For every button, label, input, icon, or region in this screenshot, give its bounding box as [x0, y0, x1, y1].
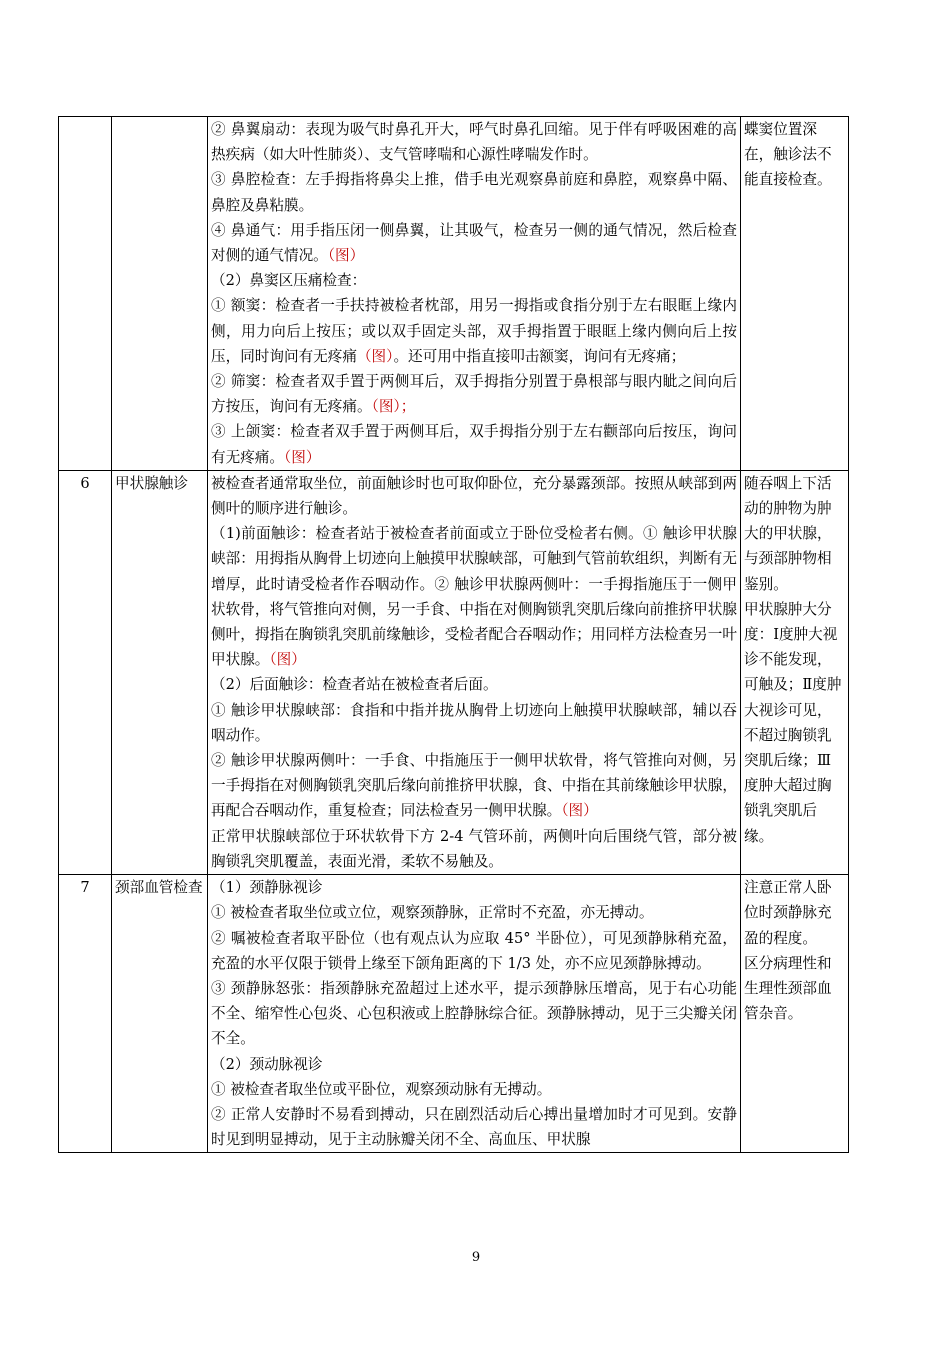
exam-item: 颈部血管检查 — [112, 875, 208, 1153]
method-paragraph — [211, 1102, 737, 1152]
method-paragraph — [211, 471, 737, 521]
paragraph-text: ② 鼻翼扇动：表现为吸气时鼻孔开大，呼气时鼻孔回缩。见于伴有呼吸困难的高热疾病（如大叶性肺炎）、支气管哮喘和心源性哮喘发作时。 — [211, 121, 737, 164]
method-paragraph — [211, 976, 737, 1052]
method-paragraph — [211, 1077, 737, 1102]
method-paragraph — [211, 117, 737, 167]
method-paragraph — [211, 521, 737, 672]
table-row — [59, 117, 849, 471]
paragraph-text: （2）颈动脉视诊 — [211, 1055, 323, 1073]
paragraph-text: ③ 鼻腔检查：左手拇指将鼻尖上推，借手电光观察鼻前庭和鼻腔，观察鼻中隔、鼻腔及鼻粘膜。 — [211, 171, 737, 214]
note-paragraph: 甲状腺肿大分度：Ⅰ度肿大视诊不能发现，可触及；Ⅱ度肿大视诊可见，不超过胸锁乳突肌后缘；Ⅲ度肿大超过胸锁乳突肌后缘。 — [744, 600, 842, 845]
paragraph-text: ① 额窦：检查者一手扶持被检者枕部，用另一拇指或食指分别于左右眼眶上缘内侧，用力向后上按压；或以双手固定头部，双手拇指置于眼眶上缘内侧向后上按压，同时询问有无疼痛 — [211, 297, 737, 365]
method-paragraph — [211, 419, 737, 469]
exam-note — [741, 875, 849, 1153]
paragraph-text: （2）后面触诊：检查者站在被检查者后面。 — [211, 676, 498, 694]
paragraph-text: ③ 颈静脉怒张：指颈静脉充盈超过上述水平，提示颈静脉压增高，见于右心功能不全、缩窄性心包炎、心包积液或上腔静脉综合征。颈静脉搏动，见于三尖瓣关闭不全。 — [211, 979, 737, 1048]
method-paragraph — [211, 268, 737, 293]
note-paragraph: 注意正常人卧位时颈静脉充盈的程度。 — [744, 879, 832, 947]
method-paragraph — [211, 698, 737, 748]
row-number: 7 — [59, 875, 112, 1153]
figure-ref-link[interactable]: （图） — [327, 247, 365, 265]
figure-ref-link[interactable]: （图） — [269, 651, 306, 669]
exam-method — [208, 117, 741, 471]
method-paragraph — [211, 369, 737, 419]
paragraph-text: ③ 上颌窦：检查者双手置于两侧耳后，双手拇指分别于左右颧部向后按压，询问有无疼痛。 — [211, 423, 737, 466]
paragraph-text: （1）颈静脉视诊 — [211, 879, 323, 897]
paragraph-tail: 。还可用中指直接叩击额窦，询问有无疼痛； — [393, 347, 686, 365]
paragraph-text: 被检查者通常取坐位，前面触诊时也可取仰卧位，充分暴露颈部。按照从峡部到两侧叶的顺序进行触诊。 — [211, 474, 737, 518]
paragraph-text: ② 筛窦：检查者双手置于两侧耳后，双手拇指分别置于鼻根部与眼内眦之间向后方按压，询问有无疼痛。 — [211, 373, 737, 416]
exam-method — [208, 470, 741, 874]
figure-ref-link[interactable]: （图） — [561, 802, 598, 820]
page-number: 9 — [471, 1250, 481, 1265]
exam-method — [208, 875, 741, 1153]
paragraph-text: （1)前面触诊：检查者站于被检查者前面或立于卧位受检者右侧。① 触诊甲状腺峡部：用拇指从胸骨上切迹向上触摸甲状腺峡部，可触到气管前软组织，判断有无增厚，此时请受检者作吞咽动作。② 触诊甲状腺两侧叶：一手拇指施压于一侧甲状软骨，将气管推向对侧，另一手食、中指在对侧胸锁乳突肌后缘向前推挤甲状腺侧叶，拇指在胸锁乳突肌前缘触诊，受检者配合吞咽动作；用同样方法检查另一叶甲状腺。 — [211, 525, 737, 669]
figure-ref-link[interactable]: （图） — [356, 347, 394, 365]
method-paragraph — [211, 926, 737, 976]
method-paragraph — [211, 293, 737, 369]
method-paragraph — [211, 218, 737, 268]
method-paragraph — [211, 748, 737, 824]
method-paragraph — [211, 1052, 737, 1077]
figure-ref-link[interactable]: （图） — [283, 448, 321, 466]
method-paragraph — [211, 672, 737, 697]
paragraph-text: （2）鼻窦区压痛检查： — [211, 272, 367, 290]
exam-table — [58, 116, 849, 1153]
row-number — [59, 117, 112, 471]
table-row — [59, 470, 849, 874]
method-paragraph — [211, 900, 737, 925]
paragraph-text: ④ 鼻通气：用手指压闭一侧鼻翼，让其吸气，检查另一侧的通气情况，然后检查对侧的通气情况。 — [211, 221, 737, 265]
paragraph-text: 正常甲状腺峡部位于环状软骨下方 2-4 气管环前，两侧叶向后围绕气管，部分被胸锁乳突肌覆盖，表面光滑，柔软不易触及。 — [211, 827, 737, 870]
method-paragraph — [211, 824, 737, 874]
figure-ref-link[interactable]: （图）； — [371, 398, 416, 416]
table-row — [59, 875, 849, 1153]
paragraph-text: ② 正常人安静时不易看到搏动，只在剧烈活动后心搏出量增加时才可见到。安静时见到明显搏动，见于主动脉瓣关闭不全、高血压、甲状腺 — [211, 1105, 737, 1149]
row-number: 6 — [59, 470, 112, 874]
table-body — [59, 117, 849, 1153]
method-paragraph — [211, 167, 737, 217]
exam-note — [741, 117, 849, 471]
paragraph-text: ② 触诊甲状腺两侧叶：一手食、中指施压于一侧甲状软骨，将气管推向对侧，另一手拇指在对侧胸锁乳突肌后缘向前推挤甲状腺，食、中指在其前缘触诊甲状腺，再配合吞咽动作，重复检查；同法检查另一侧甲状腺。 — [211, 752, 737, 820]
exam-item: 甲状腺触诊 — [112, 470, 208, 874]
paragraph-text: ② 嘱被检查者取平卧位（也有观点认为应取 45° 半卧位），可见颈静脉稍充盈，充盈的水平仅限于锁骨上缘至下颌角距离的下 1/3 处，亦不应见颈静脉搏动。 — [211, 929, 737, 972]
paragraph-text: ① 被检查者取坐位或立位，观察颈静脉，正常时不充盈，亦无搏动。 — [211, 904, 654, 922]
exam-note — [741, 470, 849, 874]
paragraph-text: ① 被检查者取坐位或平卧位，观察颈动脉有无搏动。 — [211, 1080, 552, 1098]
note-paragraph: 随吞咽上下活动的肿物为肿大的甲状腺，与颈部肿物相鉴别。 — [744, 474, 832, 593]
paragraph-text: ① 触诊甲状腺峡部：食指和中指并拢从胸骨上切迹向上触摸甲状腺峡部，辅以吞咽动作。 — [211, 701, 737, 744]
method-paragraph — [211, 875, 737, 900]
note-paragraph: 蝶窦位置深在，触诊法不能直接检查。 — [744, 121, 832, 189]
exam-item — [112, 117, 208, 471]
note-paragraph: 区分病理性和生理性颈部血管杂音。 — [744, 954, 832, 1023]
